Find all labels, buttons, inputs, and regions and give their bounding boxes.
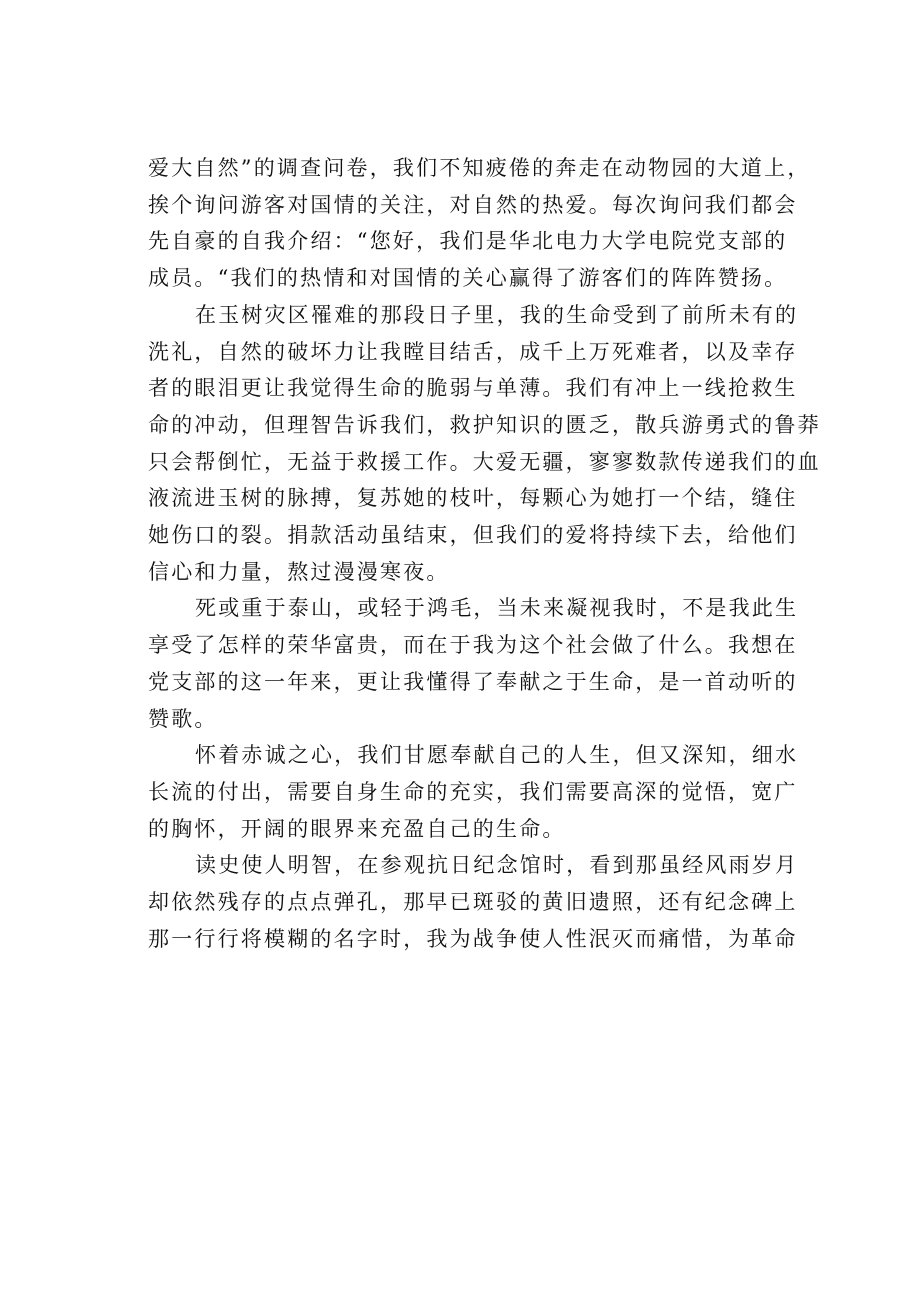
text-line: 爱大自然”的调查问卷，我们不知疲倦的奔走在动物园的大道上， [148,156,811,180]
text-line: 者的眼泪更让我觉得生命的脆弱与单薄。我们有冲上一线抢救生 [148,376,798,401]
text-line: 那一行行将模糊的名字时，我为战争使人性泯灭而痛惜，为革命 [148,926,798,951]
text-line: 成员。“我们的热情和对国情的关心赢得了游客们的阵阵赞扬。 [148,266,788,291]
text-line: 享受了怎样的荣华富贵，而在于我为这个社会做了什么。我想在 [148,633,798,658]
paragraph-1 [148,150,811,297]
text-line: 长流的付出，需要自身生命的充实，我们需要高深的觉悟，宽广 [148,779,798,804]
text-line: 却依然残存的点点弹孔，那早已斑驳的黄旧遗照，还有纪念碑上 [148,890,798,915]
text-line: 命的冲动，但理智告诉我们，救护知识的匮乏，散兵游勇式的鲁莽 [148,412,821,437]
text-line: 读史使人明智，在参观抗日纪念馆时，看到那虽经风雨岁月 [195,853,799,878]
paragraph-3 [148,590,804,737]
document-page [148,150,821,957]
text-line: 挨个询问游客对国情的关注，对自然的热爱。每次询问我们都会 [148,192,798,217]
paragraph-4 [148,737,804,847]
paragraph-5 [148,847,804,957]
text-line: 只会帮倒忙，无益于救援工作。大爱无疆，寥寥数款传递我们的血 [148,449,821,474]
text-line: 党支部的这一年来，更让我懂得了奉献之于生命，是一首动听的 [148,669,798,694]
text-line: 在玉树灾区罹难的那段日子里，我的生命受到了前所未有的 [195,302,799,327]
text-line: 液流进玉树的脉搏，复苏她的枝叶，每颗心为她打一个结，缝住 [148,486,798,511]
text-line: 赞歌。 [148,706,218,731]
text-line: 信心和力量，熬过漫漫寒夜。 [148,559,450,584]
text-line: 怀着赤诚之心，我们甘愿奉献自己的人生，但又深知，细水 [195,743,799,768]
text-line: 死或重于泰山，或轻于鸿毛，当未来凝视我时，不是我此生 [195,596,799,621]
text-line: 洗礼，自然的破坏力让我瞠目结舌，成千上万死难者，以及幸存 [148,339,798,364]
text-line: 先自豪的自我介绍：“您好，我们是华北电力大学电院党支部的 [148,229,788,254]
text-line: 她伤口的裂。捐款活动虽结束，但我们的爱将持续下去，给他们 [148,523,798,548]
paragraph-2 [148,297,821,591]
text-line: 的胸怀，开阔的眼界来充盈自己的生命。 [148,816,566,841]
